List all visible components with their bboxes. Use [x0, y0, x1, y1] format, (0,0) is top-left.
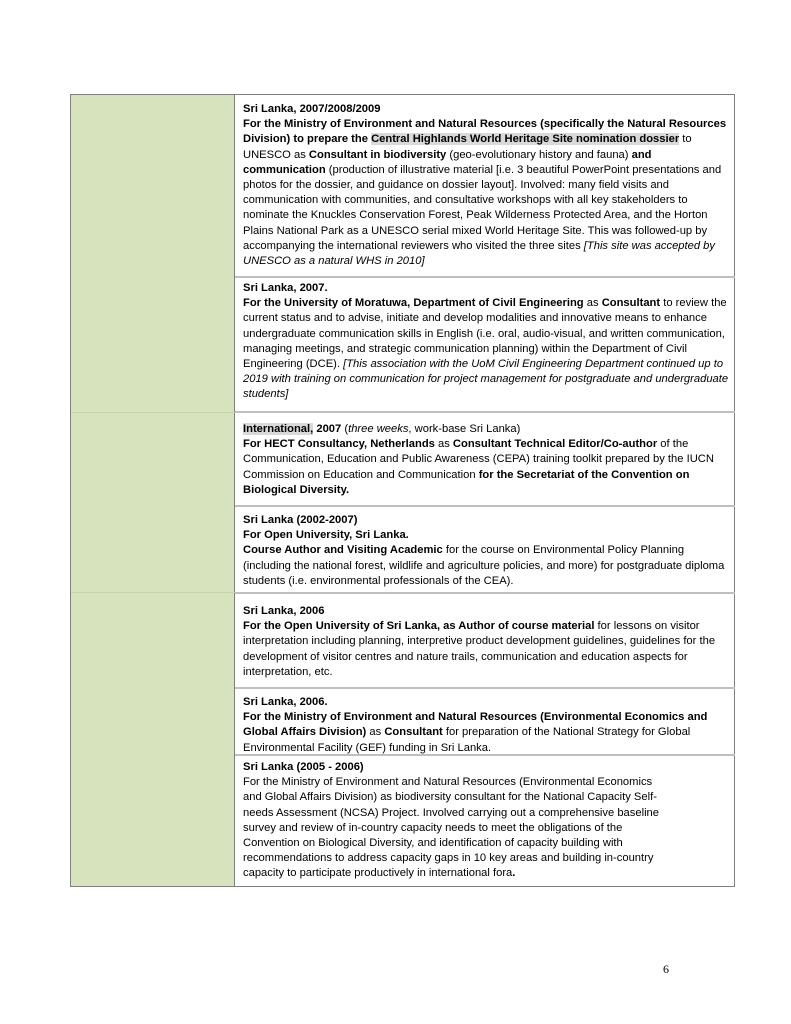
- entry-text: as: [434, 438, 453, 451]
- entry-text: of the Communication, Education and Public Awareness (CEPA) training toolkit prepared by the IUCN Commission on Education and Communication: [243, 438, 714, 481]
- entry-text: For the Ministry of Environment and Natural Resources (specifically the Natural Resources Division) to prepare the: [243, 118, 727, 146]
- entry-body: [243, 296, 731, 402]
- entry-heading: Sri Lanka (2005 - 2006): [243, 761, 364, 773]
- cv-entry: [243, 102, 731, 269]
- entry-heading: [243, 422, 731, 437]
- entry-heading: Sri Lanka, 2006: [243, 605, 325, 617]
- entry-text: to UNESCO as: [243, 133, 692, 161]
- entry-text: [This association with the UoM Civil Engineering Department continued up to 2019 with training on communication for project management for postgraduate and undergraduate students]: [243, 358, 729, 401]
- entry-text: 2007: [313, 423, 345, 435]
- entry-text: Consultant Technical Editor/Co-author: [452, 438, 658, 451]
- entry-text: Course Author and Visiting Academic: [243, 544, 443, 557]
- cv-entry: [243, 760, 668, 882]
- entry-text: for preparation of the National Strategy for Global Environmental Facility (GEF) funding in Sri Lanka.: [243, 726, 691, 754]
- entry-text: three weeks: [348, 423, 409, 435]
- entry-text: as: [366, 726, 385, 739]
- year-column: [71, 95, 235, 886]
- row-separator: [71, 412, 235, 413]
- entry-heading: Sri Lanka, 2007.: [243, 282, 328, 294]
- entry-text: as: [583, 297, 602, 310]
- entry-text: For the Ministry of Environment and Natural Resources (Environmental Economics and Global Affairs Division) as biodiversity consultant for the National Capacity Self-needs Assessment (NCSA) Project. Involved carrying out a comprehensive baseline survey and review of in-country capacity needs to meet the obligations of the Convention on Biological Diversity, and identification of capacity building with recommendations to address capacity gaps in 10 key areas and building in-country capacity to participate productively in international fora: [243, 776, 660, 880]
- page-number: 6: [663, 962, 669, 976]
- entry-heading: Sri Lanka, 2006.: [243, 696, 328, 708]
- entry-text: For the Open University of Sri Lanka, as Author of course material: [243, 620, 595, 633]
- entry-divider: [235, 687, 735, 689]
- entry-text: Consultant in biodiversity: [308, 148, 447, 161]
- entry-text: (production of illustrative material [i.e. 3 beautiful PowerPoint presentations and photos for the dossier, and guidance on dossier layout]. Involved: many field visits and communication with communities, and consultative workshops with all key stakeholders to nominate the Knuckles Conservation Forest, Peak Wilderness Protected Area, and the Horton Plains National Park as a UNESCO serial mixed World Heritage Site. This was followed-up by accompanying the international reviewers who visited the three sites: [243, 163, 722, 252]
- entry-divider: [235, 411, 735, 413]
- highlighted-text: Central Highlands World Heritage Site nomination dossier: [371, 133, 680, 146]
- entry-body: [243, 710, 731, 756]
- entry-text: (: [344, 423, 349, 435]
- entry-text: , work-base Sri Lanka): [408, 423, 521, 435]
- entry-divider: [235, 592, 735, 594]
- entry-text: Consultant: [601, 297, 661, 310]
- entry-text: to review the current status and to advise, initiate and develop modalities and innovative means to enhance undergraduate communication skills in English (i.e. oral, audio-visual, and written communication, managing meetings, and strategic communication planning) within the Department of Civil Engineering (DCE).: [243, 297, 727, 371]
- highlighted-text: International,: [243, 423, 314, 435]
- entry-text: For HECT Consultancy, Netherlands: [243, 438, 435, 451]
- entry-heading: Sri Lanka, 2007/2008/2009: [243, 103, 381, 115]
- cv-entry: [243, 513, 731, 589]
- cv-entry: [243, 422, 731, 498]
- cv-entry: [243, 281, 731, 403]
- row-separator: [71, 592, 235, 593]
- entry-heading: Sri Lanka (2002-2007): [243, 514, 358, 526]
- entry-body: [243, 775, 668, 881]
- entry-divider: [235, 276, 735, 278]
- entry-text: .: [512, 867, 516, 880]
- entry-text: (geo-evolutionary history and fauna): [446, 148, 632, 161]
- entry-text: for the course on Environmental Policy Planning (including the national forest, wildlife and agriculture policies, and more) for postgraduate diploma students (i.e. environmental professionals of the CEA).: [243, 544, 725, 587]
- entry-body: [243, 543, 731, 589]
- cv-entry: [243, 604, 731, 680]
- entry-text: for the Secretariat of the Convention on Biological Diversity.: [243, 468, 690, 496]
- entry-text: Consultant: [384, 726, 443, 739]
- entry-body: [243, 437, 731, 498]
- entry-body: [243, 117, 731, 269]
- entry-text: For the University of Moratuwa, Department of Civil Engineering: [243, 297, 584, 310]
- entry-text: For the Ministry of Environment and Natural Resources (Environmental Economics and Global Affairs Division): [243, 711, 708, 739]
- cv-entry: [243, 695, 731, 756]
- entry-text: [This site was accepted by UNESCO as a natural WHS in 2010]: [243, 239, 715, 268]
- entry-divider: [235, 505, 735, 507]
- entry-subheading: For Open University, Sri Lanka.: [243, 529, 409, 542]
- entry-text: and communication: [243, 148, 652, 176]
- cv-table: [70, 94, 735, 887]
- entry-body: [243, 619, 731, 680]
- entry-text: for lessons on visitor interpretation including planning, interpretive product development guidelines, guidelines for the development of visitor centres and nature trails, communication and education aspects for interpretation, etc.: [243, 620, 716, 678]
